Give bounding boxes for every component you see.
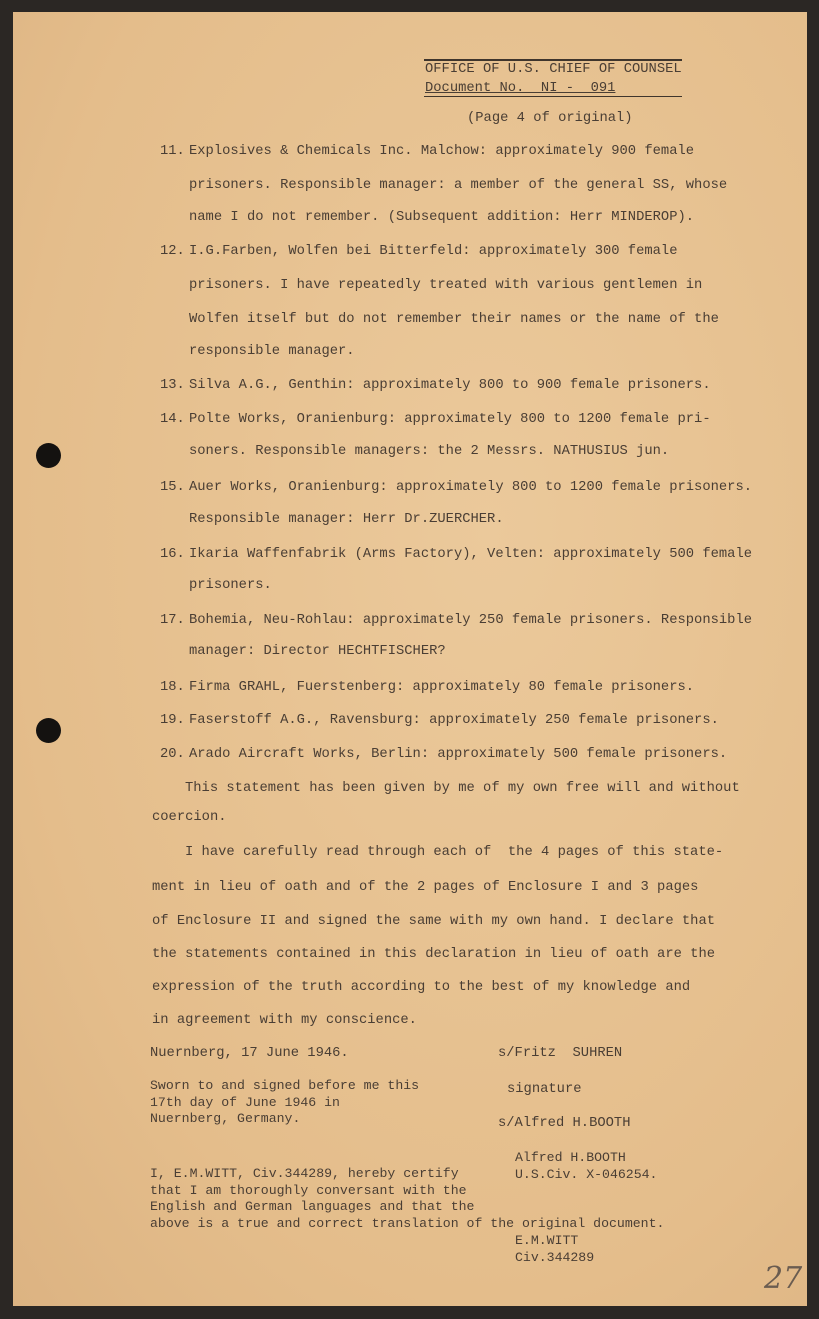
item-text-line: name I do not remember. (Subsequent addition: Herr MINDEROP). xyxy=(189,210,695,225)
sworn-line: Nuernberg, Germany. xyxy=(150,1111,301,1126)
item-text-line: Faserstoff A.G., Ravensburg: approximately 250 female prisoners. xyxy=(189,713,719,728)
declaration-line: ment in lieu of oath and of the 2 pages of Enclosure I and 3 pages xyxy=(152,880,699,895)
header-rule-bottom xyxy=(424,96,682,97)
declaration-line: of Enclosure II and signed the same with my own hand. I declare that xyxy=(152,914,716,929)
punch-hole xyxy=(36,443,61,468)
item-text-line: prisoners. I have repeatedly treated with various gentlemen in xyxy=(189,278,703,293)
item-text-line: responsible manager. xyxy=(189,344,355,359)
officer-signature: s/Alfred H.BOOTH xyxy=(498,1116,631,1131)
signer-signature: s/Fritz SUHREN xyxy=(498,1046,623,1061)
item-text-line: soners. Responsible managers: the 2 Messrs. NATHUSIUS jun. xyxy=(189,444,670,459)
item-text-line: I.G.Farben, Wolfen bei Bitterfeld: approximately 300 female xyxy=(189,244,678,259)
item-number: 15. xyxy=(160,480,185,495)
item-text-line: Auer Works, Oranienburg: approximately 800 to 1200 female prisoners. xyxy=(189,480,753,495)
item-text-line: Responsible manager: Herr Dr.ZUERCHER. xyxy=(189,512,504,527)
officer-id: U.S.Civ. X-046254. xyxy=(515,1167,658,1182)
declaration-line: in agreement with my conscience. xyxy=(152,1013,417,1028)
punch-hole xyxy=(36,718,61,743)
translator-name: E.M.WITT xyxy=(515,1233,579,1248)
translator-block xyxy=(515,1232,594,1266)
sworn-block xyxy=(150,1078,419,1128)
item-number: 16. xyxy=(160,547,185,562)
declaration-line: expression of the truth according to the best of my knowledge and xyxy=(152,980,691,995)
declaration-line: the statements contained in this declaration in lieu of oath are the xyxy=(152,947,716,962)
item-number: 18. xyxy=(160,680,185,695)
item-text-line: prisoners. Responsible manager: a member of the general SS, whose xyxy=(189,178,728,193)
item-text-line: Polte Works, Oranienburg: approximately 800 to 1200 female pri- xyxy=(189,412,711,427)
item-number: 12. xyxy=(160,244,185,259)
handwritten-page-number: 27 xyxy=(764,1261,803,1296)
declaration-line: I have carefully read through each of the 4 pages of this state- xyxy=(185,845,724,860)
item-text-line: Ikaria Waffenfabrik (Arms Factory), Velten: approximately 500 female xyxy=(189,547,753,562)
item-text-line: Silva A.G., Genthin: approximately 800 to 900 female prisoners. xyxy=(189,378,711,393)
page-note: (Page 4 of original) xyxy=(467,111,633,126)
certification-block xyxy=(150,1166,664,1232)
item-text-line: Firma GRAHL, Fuerstenberg: approximately 80 female prisoners. xyxy=(189,680,695,695)
item-number: 11. xyxy=(160,144,185,159)
item-text-line: Explosives & Chemicals Inc. Malchow: approximately 900 female xyxy=(189,144,695,159)
item-text-line: Wolfen itself but do not remember their names or the name of the xyxy=(189,312,719,327)
item-text-line: manager: Director HECHTFISCHER? xyxy=(189,644,446,659)
cert-line: I, E.M.WITT, Civ.344289, hereby certify xyxy=(150,1166,459,1181)
item-number: 19. xyxy=(160,713,185,728)
cert-line: English and German languages and that the xyxy=(150,1199,475,1214)
item-number: 13. xyxy=(160,378,185,393)
item-text-line: Arado Aircraft Works, Berlin: approximately 500 female prisoners. xyxy=(189,747,728,762)
item-number: 17. xyxy=(160,613,185,628)
sworn-line: Sworn to and signed before me this xyxy=(150,1078,420,1093)
item-text-line: Bohemia, Neu-Rohlau: approximately 250 female prisoners. Responsible xyxy=(189,613,753,628)
document-number: Document No. NI - 091 xyxy=(425,81,616,96)
cert-line: that I am thoroughly conversant with the xyxy=(150,1182,467,1198)
sworn-line: 17th day of June 1946 in xyxy=(150,1094,340,1110)
cert-line: above is a true and correct translation of the original document. xyxy=(150,1215,665,1231)
officer-name: Alfred H.BOOTH xyxy=(515,1150,626,1165)
statement-line: This statement has been given by me of my own free will and without xyxy=(185,781,740,796)
place-date: Nuernberg, 17 June 1946. xyxy=(150,1046,349,1061)
signature-label: signature xyxy=(507,1082,582,1097)
statement-line: coercion. xyxy=(152,810,227,825)
office-heading: OFFICE OF U.S. CHIEF OF COUNSEL xyxy=(425,62,682,77)
item-number: 14. xyxy=(160,412,185,427)
translator-id: Civ.344289 xyxy=(515,1250,595,1265)
item-text-line: prisoners. xyxy=(189,578,272,593)
item-number: 20. xyxy=(160,747,185,762)
